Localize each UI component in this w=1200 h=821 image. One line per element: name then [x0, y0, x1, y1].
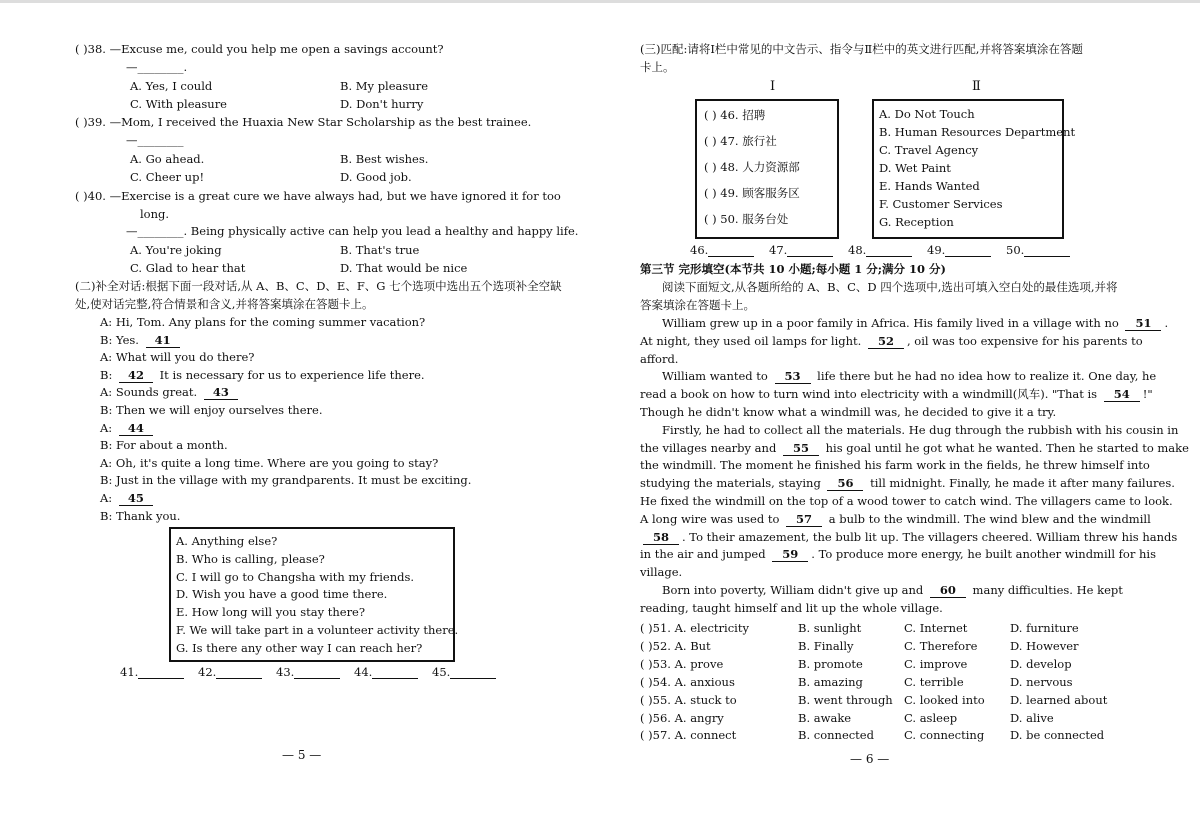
cloze-blank: 57: [786, 512, 822, 527]
section-title-cont: 卡上。: [640, 60, 675, 74]
dialog-line: [100, 403, 322, 417]
answer-number: 44.: [354, 665, 373, 679]
answer-line: [372, 678, 418, 679]
question-38-blank: —________.: [126, 60, 188, 74]
cloze-blank: 52: [868, 334, 904, 349]
passage-line: [640, 476, 1175, 491]
passage-line: [640, 530, 1177, 545]
dialog-text: B: Then we will enjoy ourselves there.: [100, 403, 323, 417]
passage-text: At night, they used oil lamps for light.: [640, 333, 865, 348]
option: C. looked into: [904, 692, 985, 707]
answer-slot: [927, 243, 991, 257]
answer-number: 47.: [769, 243, 788, 257]
choice-option: B. Who is calling, please?: [176, 551, 325, 566]
option: A. Go ahead.: [130, 152, 205, 166]
dialog-line: [100, 421, 156, 436]
passage-text: his goal until he got what he wanted. Then he started to make: [821, 440, 1189, 455]
passage-line: [640, 565, 682, 579]
passage-line: [640, 547, 1156, 562]
answer-slot: [769, 243, 833, 257]
dialog-text: A:: [100, 491, 116, 505]
dialog-text: B: For about a month.: [100, 438, 228, 453]
option: C. Cheer up!: [130, 170, 205, 184]
answer-slot: [848, 243, 912, 257]
passage-text: , oil was too expensive for his parents to: [906, 333, 1143, 348]
option: D. furniture: [1010, 621, 1079, 635]
question-stem: ( )57. A. connect: [640, 728, 737, 743]
answer-number: 48.: [848, 243, 867, 257]
passage-text: William wanted to: [662, 369, 772, 384]
answer-slot: [432, 665, 496, 679]
passage-text: Though he didn't know what a windmill was, he decided to give it a try.: [640, 405, 1057, 419]
option: D. be connected: [1010, 728, 1105, 743]
match-item-i: ( ) 49. 顾客服务区: [704, 186, 800, 200]
choice-option: D. Wish you have a good time there.: [176, 587, 388, 602]
dialog-line: [100, 350, 254, 364]
passage-text: Firstly, he had to collect all the materials. He dug through the rubbish with his cousin in: [662, 422, 1179, 437]
passage-text: studying the materials, staying: [640, 476, 825, 491]
match-item-i: ( ) 47. 旅行社: [704, 134, 777, 148]
passage-text: reading, taught himself and lit up the whole village.: [640, 600, 943, 615]
dialog-text: A: Sounds great.: [100, 385, 201, 400]
passage-line: [640, 441, 1189, 456]
passage-text: life there but he had no idea how to realize it. One day, he: [813, 369, 1157, 384]
dialog-line: [100, 315, 425, 329]
cloze-blank: 56: [827, 476, 863, 491]
match-item-ii: C. Travel Agency: [879, 143, 979, 157]
dialog-text: B: Yes.: [100, 332, 143, 347]
choice-option: C. I will go to Changsha with my friends.: [176, 569, 415, 584]
passage-line: [640, 334, 1143, 349]
dialog-text: A: What will you do there?: [100, 350, 255, 365]
passage-text: till midnight. Finally, he made it after many failures.: [866, 476, 1175, 491]
option: B. sunlight: [798, 621, 862, 635]
passage-text: . To their amazement, the bulb lit up. The villagers cheered. William threw his hands: [682, 529, 1178, 544]
dialog-blank: 45: [119, 491, 153, 506]
dialog-blank: 42: [119, 368, 153, 383]
part-instructions: 阅读下面短文,从各题所给的 A、B、C、D 四个选项中,选出可填入空白处的最佳选项,并将: [662, 280, 1118, 294]
option: C. With pleasure: [130, 97, 227, 111]
passage-line: [662, 423, 1178, 437]
match-item-ii: F. Customer Services: [879, 197, 1003, 211]
section-title: (二)补全对话:根据下面一段对话,从 A、B、C、D、E、F、G 七个选项中选出五个选项补全空缺: [75, 279, 562, 293]
dialog-blank: 41: [146, 333, 180, 348]
cloze-blank: 54: [1104, 387, 1140, 402]
match-item-i: ( ) 48. 人力资源部: [704, 160, 800, 174]
option: B. awake: [798, 710, 852, 725]
option: C. Internet: [904, 621, 968, 635]
option: D. Don't hurry: [340, 97, 424, 111]
question-stem: ( )53. A. prove: [640, 656, 724, 671]
dialog-line: [100, 438, 228, 452]
option: B. amazing: [798, 674, 863, 689]
passage-text: A long wire was used to: [640, 511, 784, 526]
part-instructions-cont: 答案填涂在答题卡上。: [640, 298, 755, 312]
match-item-i: ( ) 50. 服务台处: [704, 212, 789, 226]
choice-option: A. Anything else?: [176, 534, 278, 548]
passage-text: in the air and jumped: [640, 547, 770, 562]
dialog-line: [100, 509, 180, 523]
answer-line: [866, 256, 912, 257]
answer-number: 46.: [690, 243, 709, 257]
match-item-ii: D. Wet Paint: [879, 161, 951, 175]
passage-line: [640, 352, 678, 366]
answer-slot: [198, 665, 262, 679]
passage-line: [640, 601, 943, 615]
page-number: — 6 —: [850, 752, 890, 766]
match-item-ii: A. Do Not Touch: [879, 107, 975, 121]
match-item-ii: G. Reception: [879, 215, 954, 229]
answer-line: [945, 256, 991, 257]
option: C. connecting: [904, 728, 985, 743]
column-i-heading: Ⅰ: [770, 79, 776, 94]
question-39: ( )39. —Mom, I received the Huaxia New Star Scholarship as the best trainee.: [75, 115, 532, 129]
passage-text: . To produce more energy, he built another windmill for his: [811, 547, 1156, 562]
passage-text: the villages nearby and: [640, 440, 780, 455]
question-40-cont: long.: [140, 207, 170, 221]
dialog-blank: 44: [119, 421, 153, 436]
choice-option: F. We will take part in a volunteer activity there.: [176, 623, 459, 637]
option: C. Therefore: [904, 638, 978, 653]
dialog-line: [100, 368, 425, 383]
answer-number: 50.: [1006, 243, 1025, 257]
dialog-text: A:: [100, 420, 116, 435]
passage-text: Born into poverty, William didn't give up and: [662, 583, 927, 597]
option: B. connected: [798, 728, 874, 743]
answer-slot: [690, 243, 754, 257]
option: B. My pleasure: [340, 79, 429, 93]
answer-line: [708, 256, 754, 257]
page-6: [600, 0, 1200, 821]
match-item-ii: B. Human Resources Department: [879, 125, 1076, 139]
answer-line: [1024, 256, 1070, 257]
answer-line: [450, 678, 496, 679]
answer-line: [216, 678, 262, 679]
question-stem: ( )51. A. electricity: [640, 621, 749, 635]
question-stem: ( )56. A. angry: [640, 710, 724, 725]
match-item-ii: E. Hands Wanted: [879, 179, 980, 193]
cloze-blank: 59: [772, 547, 808, 562]
answer-line: [138, 678, 184, 679]
cloze-blank: 60: [930, 583, 966, 598]
section-title: (三)匹配:请将Ⅰ栏中常见的中文告示、指令与Ⅱ栏中的英文进行匹配,并将答案填涂在答题: [640, 42, 1083, 56]
option: B. promote: [798, 656, 863, 671]
dialog-text: A: Hi, Tom. Any plans for the coming summer vacation?: [100, 315, 426, 329]
dialog-text: B: Thank you.: [100, 508, 181, 523]
answer-line: [787, 256, 833, 257]
option: D. Good job.: [340, 170, 412, 184]
dialog-line: [100, 333, 183, 348]
answer-number: 49.: [927, 243, 946, 257]
option: D. However: [1010, 638, 1079, 653]
cloze-blank: 51: [1125, 316, 1161, 331]
dialog-line: [100, 385, 241, 400]
column-ii-heading: Ⅱ: [972, 79, 981, 94]
question-stem: ( )55. A. stuck to: [640, 692, 737, 707]
answer-number: 43.: [276, 665, 295, 679]
option: C. asleep: [904, 710, 958, 725]
passage-text: a bulb to the windmill. The wind blew and the windmill: [825, 511, 1151, 526]
option: A. You're joking: [130, 243, 222, 257]
passage-line: [640, 387, 1153, 402]
option: B. Finally: [798, 638, 854, 653]
dialog-text: It is necessary for us to experience life there.: [155, 367, 425, 382]
answer-slot: [120, 665, 184, 679]
passage-text: many difficulties. He kept: [968, 583, 1123, 597]
passage-line: [662, 369, 1156, 384]
match-item-i: ( ) 46. 招聘: [704, 108, 766, 122]
dialog-blank: 43: [204, 385, 238, 400]
passage-text: .: [1164, 316, 1169, 330]
answer-slot: [354, 665, 418, 679]
cloze-blank: 55: [783, 441, 819, 456]
passage-text: afford.: [640, 351, 679, 366]
option: B. Best wishes.: [340, 152, 429, 166]
option: C. improve: [904, 656, 968, 671]
passage-text: the windmill. The moment he finished his farm work in the fields, he threw himself into: [640, 458, 1150, 473]
passage-line: [640, 458, 1150, 472]
dialog-line: [100, 456, 438, 470]
choice-option: E. How long will you stay there?: [176, 605, 366, 620]
option: B. went through: [798, 692, 893, 707]
option: C. Glad to hear that: [130, 261, 246, 275]
answer-slot: [276, 665, 340, 679]
answer-slot: [1006, 243, 1070, 257]
passage-line: [640, 494, 1173, 508]
answer-number: 45.: [432, 665, 451, 679]
passage-text: village.: [640, 565, 683, 580]
choice-option: G. Is there any other way I can reach her?: [176, 640, 423, 655]
dialog-text: B: Just in the village with my grandparents. It must be exciting.: [100, 473, 472, 488]
question-40: ( )40. —Exercise is a great cure we have always had, but we have ignored it for too: [75, 189, 561, 203]
dialog-line: [100, 473, 471, 487]
question-40-reply: —________. Being physically active can help you lead a healthy and happy life.: [126, 224, 579, 238]
answer-number: 41.: [120, 665, 139, 679]
dialog-text: B:: [100, 367, 116, 382]
cloze-blank: 53: [775, 369, 811, 384]
passage-line: [662, 316, 1168, 331]
question-39-blank: —________: [126, 133, 184, 147]
question-stem: ( )54. A. anxious: [640, 674, 735, 689]
option: D. develop: [1010, 656, 1072, 671]
passage-text: William grew up in a poor family in Africa. His family lived in a village with no: [662, 316, 1123, 330]
passage-line: [640, 512, 1151, 527]
passage-line: [640, 405, 1056, 419]
option: D. learned about: [1010, 692, 1108, 707]
dialog-text: A: Oh, it's quite a long time. Where are you going to stay?: [100, 455, 439, 470]
section-title-cont: 处,使对话完整,符合情景和含义,并将答案填涂在答题卡上。: [75, 297, 374, 311]
option: C. terrible: [904, 674, 964, 689]
passage-line: [662, 583, 1123, 598]
question-38: ( )38. —Excuse me, could you help me open a savings account?: [75, 42, 444, 56]
cloze-blank: 58: [643, 530, 679, 545]
answer-number: 42.: [198, 665, 217, 679]
dialog-line: [100, 491, 156, 506]
passage-text: !": [1142, 387, 1153, 402]
option: A. Yes, I could: [130, 79, 213, 93]
page-number: — 5 —: [282, 748, 322, 762]
passage-text: read a book on how to turn wind into electricity with a windmill(风车). "That is: [640, 387, 1101, 402]
option: D. That would be nice: [340, 261, 468, 275]
passage-text: He fixed the windmill on the top of a wood tower to catch wind. The villagers came to look.: [640, 494, 1173, 508]
option: D. alive: [1010, 710, 1054, 725]
question-stem: ( )52. A. But: [640, 638, 711, 653]
option: B. That's true: [340, 243, 420, 257]
answer-line: [294, 678, 340, 679]
part-title: 第三节 完形填空(本节共 10 小题;每小题 1 分;满分 10 分): [640, 262, 946, 276]
option: D. nervous: [1010, 674, 1073, 689]
